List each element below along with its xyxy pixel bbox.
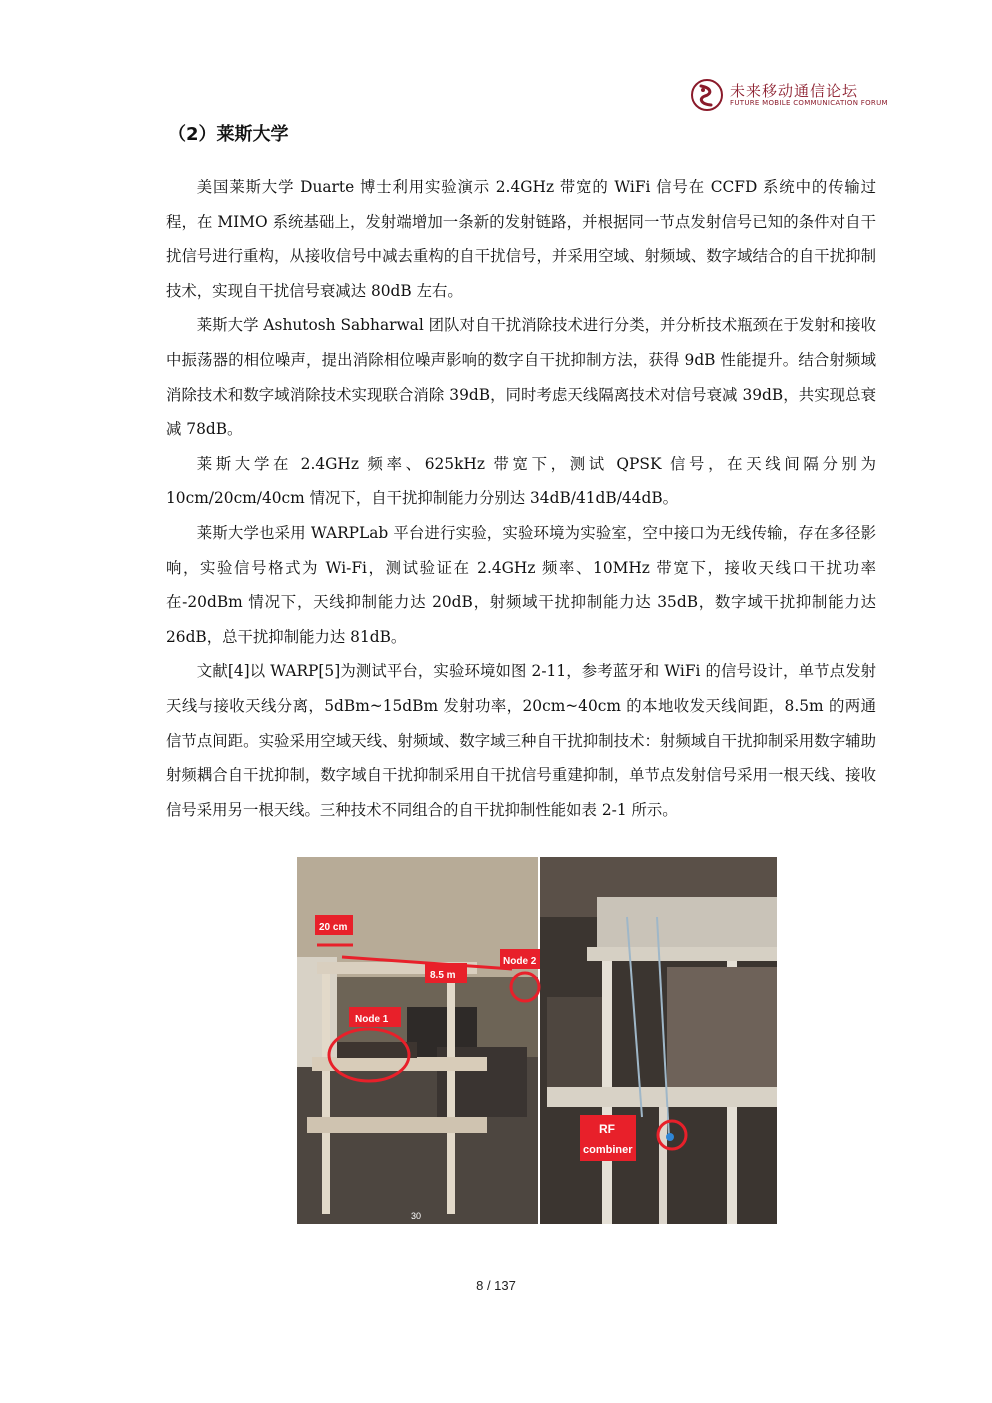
section-title: （2）莱斯大学	[168, 124, 289, 145]
label-20cm: 20 cm	[319, 922, 348, 933]
forum-logo-icon	[690, 78, 724, 112]
paragraph-warplab: 莱斯大学也采用 WARPLab 平台进行实验，实验环境为实验室，空中接口为无线传输，存在多径影响，实验信号格式为 Wi-Fi，测试验证在 2.4GHz 频率、10MHz 带宽下，接收天线口干扰功率在-20dBm 情况下，天线抑制能力达 20dB，射频域干扰抑制能力达 35dB，数字域干扰抑制能力达 26dB，总干扰抑制能力达 81dB。	[166, 523, 876, 646]
paragraph-sabharwal: 莱斯大学 Ashutosh Sabharwal 团队对自干扰消除技术进行分类，并分析技术瓶颈在于发射和接收中振荡器的相位噪声，提出消除相位噪声影响的数字自干扰抑制方法，获得 9dB 性能提升。结合射频域消除技术和数字域消除技术实现联合消除 39dB，同时考虑天线隔离技术对信号衰减 39dB，共实现总衰减 78dB。	[166, 316, 876, 439]
label-30: 30	[411, 1211, 422, 1221]
figure-2-11-experiment-photo	[297, 857, 777, 1224]
label-node-1: Node 1	[355, 1014, 389, 1025]
logo-chinese-name: 未来移动通信论坛	[730, 82, 859, 100]
paragraph-duarte: 美国莱斯大学 Duarte 博士利用实验演示 2.4GHz 带宽的 WiFi 信号在 CCFD 系统中的传输过程，在 MIMO 系统基础上，发射端增加一条新的发射链路，并根据同一节点发射信号已知的条件对自干扰信号进行重构，从接收信号中减去重构的自干扰信号，并采用空域、射频域、数字域结合的自干扰抑制技术，实现自干扰信号衰减达 80dB 左右。	[166, 178, 876, 300]
body-text	[166, 170, 876, 827]
paragraph-reference-4: 文献[4]以 WARP[5]为测试平台，实验环境如图 2-11，参考蓝牙和 WiFi 的信号设计，单节点发射天线与接收天线分离，5dBm~15dBm 发射功率，20cm~40cm 的本地收发天线间距，8.5m 的两通信节点间距。实验采用空域天线、射频域、数字域三种自干扰抑制技术：射频域自干扰抑制采用数字辅助射频耦合自干扰抑制，数字域自干扰抑制采用自干扰信号重建抑制，单节点发射信号采用一根天线、接收信号采用另一根天线。三种技术不同组合的自干扰抑制性能如表 2-1 所示。	[166, 662, 876, 819]
paragraph-qpsk-test: 莱斯大学在 2.4GHz 频率、625kHz 带宽下，测试 QPSK 信号，在天线间隔分别为 10cm/20cm/40cm 情况下，自干扰抑制能力分别达 34dB/41dB/44dB。	[166, 454, 876, 508]
forum-logo	[690, 78, 900, 114]
label-8-5m: 8.5 m	[430, 970, 456, 981]
label-combiner: combiner	[583, 1144, 633, 1156]
label-node-2: Node 2	[503, 956, 537, 967]
label-rf: RF	[599, 1122, 615, 1136]
page-number: 8 / 137	[476, 1278, 516, 1293]
experiment-photo	[297, 857, 777, 1224]
logo-english-name: FUTURE MOBILE COMMUNICATION FORUM	[730, 99, 888, 107]
